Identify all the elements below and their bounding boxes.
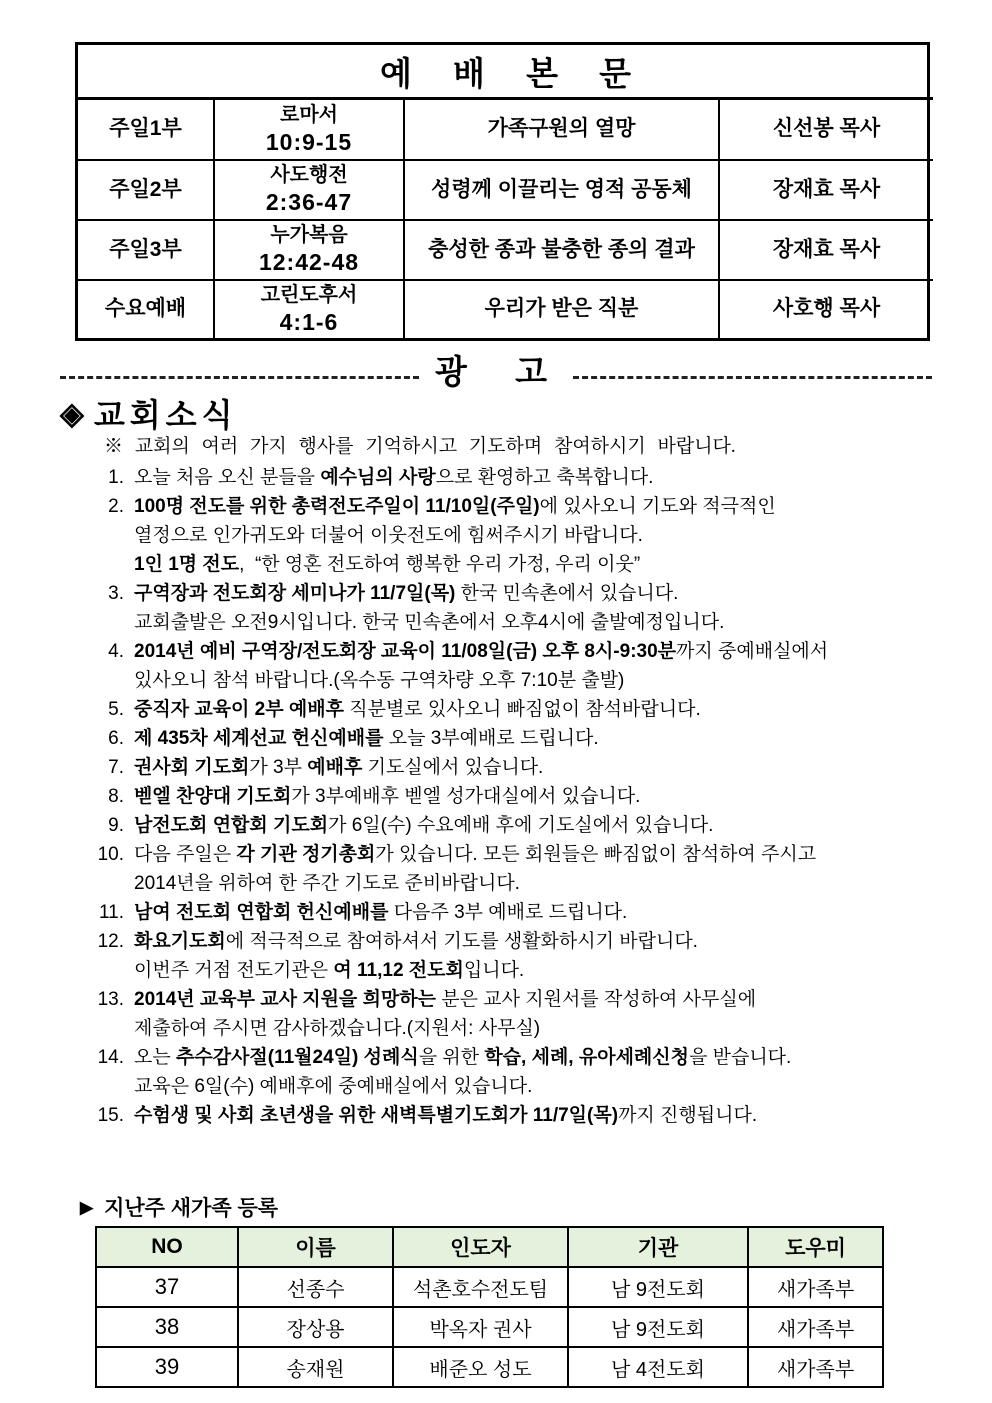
announcement-number: 12.	[97, 931, 124, 952]
nf-cell: 배준오 성도	[392, 1346, 567, 1386]
announcement-line	[134, 782, 966, 811]
announcement-regular-text: 까지 진행됩니다.	[618, 1105, 758, 1126]
announcement-regular-text: 열정으로 인가귀도와 더불어 이웃전도에 힘써주시기 바랍니다.	[134, 525, 643, 546]
announcement-text	[134, 840, 966, 898]
announcement-list	[86, 463, 966, 1130]
nf-cell: 37	[97, 1266, 237, 1306]
announcement-regular-text: 가 있습니다. 모든 회원들은 빠짐없이 참석하여 주시고	[375, 844, 817, 865]
announcement-item	[86, 898, 966, 927]
nf-header-cell: 이름	[237, 1228, 392, 1266]
announcement-item	[86, 1101, 966, 1130]
announcement-regular-text: 교육은 6일(수) 예배후에 중예배실에서 있습니다.	[134, 1076, 533, 1097]
announcement-regular-text: 까지 중예배실에서	[676, 641, 829, 662]
announcement-bold-text: 100명 전도를 위한 총력전도주일이 11/10일(주일)	[134, 496, 540, 517]
preacher-cell: 신선봉 목사	[718, 100, 933, 159]
scripture-verse: 12:42-48	[258, 248, 360, 275]
scripture-cell	[213, 219, 403, 279]
announcement-regular-text: 제출하여 주시면 감사하겠습니다.(지원서: 사무실)	[134, 1018, 541, 1039]
announcement-number: 13.	[97, 989, 124, 1010]
announcement-bold-text: 2014년 예비 구역장/전도회장 교육이 11/08일(금) 오후 8시-9:30분	[134, 641, 677, 662]
announcement-regular-text: 다음 주일은	[134, 844, 237, 865]
announcement-bold-text: 남여 전도회 연합회 헌신예배를	[134, 902, 389, 923]
announcement-item	[86, 492, 966, 579]
announcement-bold-text: 권사회 기도회	[134, 757, 250, 778]
announcement-text	[134, 1043, 966, 1101]
sermon-cell: 우리가 받은 직분	[403, 279, 718, 339]
announcement-text	[134, 724, 966, 753]
nf-cell: 송재원	[237, 1346, 392, 1386]
new-family-title: 지난주 새가족 등록	[104, 1197, 279, 1220]
announcement-item	[86, 724, 966, 753]
announcement-regular-text: 교회출발은 오전9시입니다. 한국 민속촌에서 오후4시에 출발예정입니다.	[134, 612, 725, 633]
new-family-table	[95, 1226, 884, 1388]
announcement-number: 9.	[108, 815, 124, 836]
church-news-title: 교회소식	[93, 397, 238, 433]
announcement-text	[134, 782, 966, 811]
announcement-bold-text: 1인 1명 전도	[134, 554, 240, 575]
announcement-line	[134, 492, 966, 521]
announcement-number: 7.	[108, 757, 124, 778]
announcement-regular-text: , “한 영혼 전도하여 행복한 우리 가정, 우리 이웃”	[239, 554, 641, 575]
nf-cell: 남 9전도회	[567, 1306, 747, 1346]
announcement-bold-text: 학습, 세례, 유아세례신청	[484, 1047, 689, 1068]
scripture-book: 고린도후서	[260, 283, 358, 306]
announcement-number: 10.	[97, 844, 124, 865]
nf-header-cell: NO	[97, 1228, 237, 1266]
service-cell: 주일3부	[78, 219, 213, 279]
nf-header-cell: 기관	[567, 1228, 747, 1266]
announcement-number: 5.	[108, 699, 124, 720]
announcement-number: 3.	[108, 583, 124, 604]
nf-header-cell: 도우미	[747, 1228, 882, 1266]
announcement-regular-text: 으로 환영하고 축복합니다.	[435, 467, 654, 488]
announcement-line	[134, 1101, 966, 1130]
scripture-cell	[213, 159, 403, 219]
nf-cell: 석촌호수전도팀	[392, 1266, 567, 1306]
announcement-item	[86, 579, 966, 637]
sermon-cell: 성령께 이끌리는 영적 공동체	[403, 159, 718, 219]
announcement-bold-text: 벧엘 찬양대 기도회	[134, 786, 292, 807]
service-cell: 수요예배	[78, 279, 213, 339]
announcement-number: 4.	[108, 641, 124, 662]
announcement-bold-text: 중직자 교육이 2부 예배후	[134, 699, 344, 720]
announcement-line	[134, 666, 966, 695]
announcement-line	[134, 550, 966, 579]
announcement-bold-text: 각 기관 정기총회	[236, 844, 376, 865]
diamond-icon: ◈	[60, 395, 84, 431]
announcement-regular-text: 가 3부	[249, 757, 308, 778]
announcement-text	[134, 898, 966, 927]
announcement-regular-text: 가 3부예배후 벧엘 성가대실에서 있습니다.	[291, 786, 641, 807]
announcement-line	[134, 463, 966, 492]
announcement-bold-text: 여 11,12 전도회	[333, 960, 464, 981]
preacher-cell: 장재효 목사	[718, 159, 933, 219]
announcement-regular-text: 에 있사오니 기도와 적극적인	[539, 496, 776, 517]
announcement-text	[134, 1101, 966, 1130]
arrow-right-icon: ▶	[80, 1197, 94, 1217]
announcements-title: 광 고	[434, 352, 558, 390]
announcement-bold-text: 2014년 교육부 교사 지원을 희망하는	[134, 989, 436, 1010]
announcement-line	[134, 1072, 966, 1101]
announcement-line	[134, 608, 966, 637]
announcement-line	[134, 811, 966, 840]
nf-cell: 39	[97, 1346, 237, 1386]
announcement-text	[134, 637, 966, 695]
nf-cell: 남 4전도회	[567, 1346, 747, 1386]
nf-cell: 선종수	[237, 1266, 392, 1306]
announcement-text	[134, 985, 966, 1043]
announcement-number: 8.	[108, 786, 124, 807]
announcement-regular-text: 기도실에서 있습니다.	[362, 757, 544, 778]
church-news-note: ※ 교회의 여러 가지 행사를 기억하시고 기도하며 참여하시기 바랍니다.	[104, 436, 736, 457]
announcement-text	[134, 463, 966, 492]
preacher-cell: 사호행 목사	[718, 279, 933, 339]
announcement-line	[134, 898, 966, 927]
announcement-number: 1.	[108, 467, 124, 488]
announcement-number: 11.	[98, 902, 124, 923]
announcement-number: 2.	[108, 496, 124, 517]
announcement-line	[134, 637, 966, 666]
announcement-line	[134, 927, 966, 956]
announcement-regular-text: 을 받습니다.	[688, 1047, 792, 1068]
scripture-book: 사도행전	[270, 164, 348, 186]
announcement-bold-text: 수험생 및 사회 초년생을 위한 새벽특별기도회가 11/7일(목)	[134, 1105, 619, 1126]
scripture-book: 로마서	[280, 103, 338, 126]
announcement-item	[86, 840, 966, 898]
announcement-bold-text: 구역장과 전도회장 세미나가 11/7일(목)	[134, 583, 456, 604]
announcement-regular-text: 을 위한	[418, 1047, 485, 1068]
nf-cell: 새가족부	[747, 1266, 882, 1306]
announcement-line	[134, 1014, 966, 1043]
worship-table-title: 예 배 본 문	[78, 45, 933, 100]
announcement-line	[134, 579, 966, 608]
scripture-book: 누가복음	[270, 223, 348, 246]
announcement-regular-text: 입니다.	[463, 960, 525, 981]
announcement-item	[86, 753, 966, 782]
divider-dash-right	[573, 376, 932, 379]
announcement-regular-text: 오늘 3부예배로 드립니다.	[383, 728, 599, 749]
announcement-line	[134, 724, 966, 753]
announcement-item	[86, 695, 966, 724]
announcement-line	[134, 521, 966, 550]
announcement-text	[134, 695, 966, 724]
announcement-regular-text: 다음주 3부 예배로 드립니다.	[388, 902, 628, 923]
announcement-line	[134, 695, 966, 724]
announcement-line	[134, 753, 966, 782]
announcement-line	[134, 956, 966, 985]
nf-cell: 박옥자 권사	[392, 1306, 567, 1346]
announcement-number: 14.	[97, 1047, 124, 1068]
announcement-bold-text: 예수님의 사랑	[320, 467, 436, 488]
announcement-regular-text: 오는	[134, 1047, 176, 1068]
announcement-number: 6.	[108, 728, 124, 749]
announcement-regular-text: 이번주 거점 전도기관은	[134, 960, 334, 981]
announcement-regular-text: 한국 민속촌에서 있습니다.	[455, 583, 679, 604]
announcement-bold-text: 제 435차 세계선교 헌신예배를	[134, 728, 384, 749]
announcement-item	[86, 927, 966, 985]
announcement-line	[134, 1043, 966, 1072]
nf-header-cell: 인도자	[392, 1228, 567, 1266]
scripture-verse: 2:36-47	[265, 189, 353, 215]
announcement-regular-text: 2014년을 위하여 한 주간 기도로 준비바랍니다.	[134, 873, 520, 894]
announcement-regular-text: 오늘 처음 오신 분들을	[134, 467, 321, 488]
announcement-regular-text: 분은 교사 지원서를 작성하여 사무실에	[436, 989, 757, 1010]
nf-cell: 38	[97, 1306, 237, 1346]
sermon-cell: 충성한 종과 불충한 종의 결과	[403, 219, 718, 279]
divider-dash-left	[60, 376, 419, 379]
sermon-cell: 가족구원의 열망	[403, 100, 718, 159]
service-cell: 주일2부	[78, 159, 213, 219]
announcement-text	[134, 492, 966, 579]
church-news-heading	[60, 390, 238, 436]
announcement-bold-text: 화요기도회	[134, 931, 226, 952]
announcement-line	[134, 869, 966, 898]
announcement-item	[86, 811, 966, 840]
announcement-item	[86, 1043, 966, 1101]
announcement-line	[134, 985, 966, 1014]
announcement-item	[86, 637, 966, 695]
announcement-item	[86, 463, 966, 492]
announcement-bold-text: 추수감사절(11월24일) 성례식	[176, 1047, 419, 1068]
announcement-bold-text: 남전도회 연합회 기도회	[134, 815, 329, 836]
service-cell: 주일1부	[109, 117, 182, 141]
announcement-regular-text: 에 적극적으로 참여하셔서 기도를 생활화하시기 바랍니다.	[225, 931, 698, 952]
scripture-verse: 4:1-6	[279, 308, 339, 335]
announcement-item	[86, 985, 966, 1043]
announcement-number: 15.	[97, 1105, 124, 1126]
announcement-item	[86, 782, 966, 811]
scripture-cell	[213, 279, 403, 339]
announcement-regular-text: 있사오니 참석 바랍니다.(옥수동 구역차량 오후 7:10분 출발)	[134, 670, 625, 691]
announcement-regular-text: 가 6일(수) 수요예배 후에 기도실에서 있습니다.	[328, 815, 714, 836]
nf-cell: 새가족부	[747, 1346, 882, 1386]
announcement-text	[134, 927, 966, 985]
worship-scripture-table	[75, 42, 930, 341]
new-family-heading	[80, 1192, 278, 1222]
nf-cell: 남 9전도회	[567, 1266, 747, 1306]
announcement-line	[134, 840, 966, 869]
announcement-text	[134, 753, 966, 782]
announcement-regular-text: 직분별로 있사오니 빠짐없이 참석바랍니다.	[343, 699, 701, 720]
nf-cell: 장상용	[237, 1306, 392, 1346]
nf-cell: 새가족부	[747, 1306, 882, 1346]
announcement-text	[134, 579, 966, 637]
announcement-text	[134, 811, 966, 840]
announcements-divider	[60, 348, 932, 390]
preacher-cell: 장재효 목사	[718, 219, 933, 279]
scripture-cell	[213, 100, 403, 159]
scripture-verse: 10:9-15	[265, 128, 353, 155]
announcement-bold-text: 예배후	[307, 757, 363, 778]
